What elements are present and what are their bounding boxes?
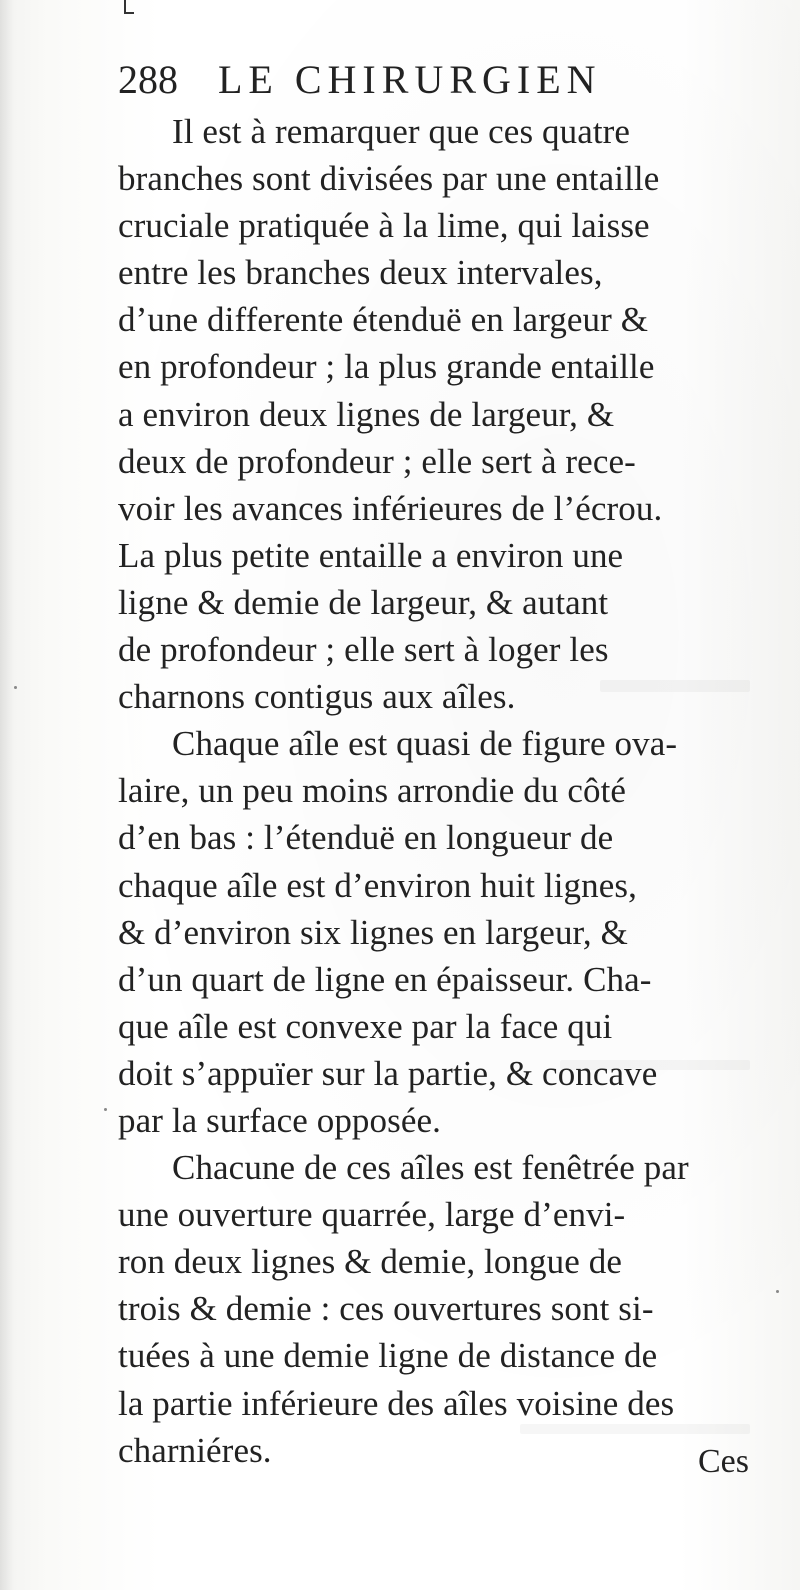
text-line: Il est à remarquer que ces quatre — [172, 112, 631, 151]
text-line: par la surface opposée. — [118, 1100, 441, 1140]
text-line: en profondeur ; la plus grande entaille — [118, 347, 655, 387]
text-line: trois & demie : ces ouvertures sont si- — [118, 1289, 654, 1329]
text-line: d’un quart de ligne en épaisseur. Cha- — [118, 959, 652, 999]
text-line: la partie inférieure des aîles voisine des — [118, 1383, 675, 1423]
text-line: de profondeur ; elle sert à loger les — [118, 630, 609, 670]
paper-speck — [104, 1108, 107, 1111]
text-line: que aîle est convexe par la face qui — [118, 1006, 613, 1046]
text-line: chaque aîle est d’environ huit lignes, — [118, 865, 637, 905]
text-line: entre les branches deux intervales, — [118, 253, 603, 293]
text-line: cruciale pratiquée à la lime, qui laisse — [118, 206, 650, 246]
text-line: a environ deux lignes de largeur, & — [118, 394, 615, 434]
catchword: Ces — [698, 1443, 749, 1480]
running-head — [118, 52, 738, 108]
text-line: & d’environ six lignes en largeur, & — [118, 912, 628, 952]
text-line: tuées à une demie ligne de distance de — [118, 1336, 658, 1376]
running-title: LE CHIRURGIEN — [218, 57, 602, 102]
paper-speck — [776, 1290, 779, 1293]
gutter-shadow — [0, 0, 14, 1590]
text-line: ligne & demie de largeur, & autant — [118, 582, 609, 622]
text-line: ron deux lignes & demie, longue de — [118, 1242, 622, 1282]
text-line: charnons contigus aux aîles. — [118, 677, 516, 717]
text-line: Chacune de ces aîles est fenêtrée par — [172, 1148, 689, 1188]
text-line: d’en bas : l’étenduë en longueur de — [118, 818, 614, 858]
text-line: Chaque aîle est quasi de figure ova- — [172, 724, 678, 764]
top-ink-tick — [126, 12, 134, 14]
text-line: branches sont divisées par une entaille — [118, 159, 660, 199]
text-line: voir les avances inférieures de l’écrou. — [118, 488, 663, 528]
paper-speck — [14, 686, 17, 689]
text-line: d’une differente étenduë en largeur & — [118, 300, 649, 340]
text-line: charniéres. — [118, 1430, 272, 1470]
text-line: laire, un peu moins arrondie du côté — [118, 771, 627, 811]
page-number: 288 — [118, 57, 178, 102]
text-line: La plus petite entaille a environ une — [118, 535, 624, 575]
text-line: une ouverture quarrée, large d’envi- — [118, 1195, 626, 1235]
body-text — [118, 108, 748, 1474]
text-line: doit s’appuïer sur la partie, & concave — [118, 1053, 658, 1093]
text-line: deux de profondeur ; elle sert à rece- — [118, 441, 636, 481]
